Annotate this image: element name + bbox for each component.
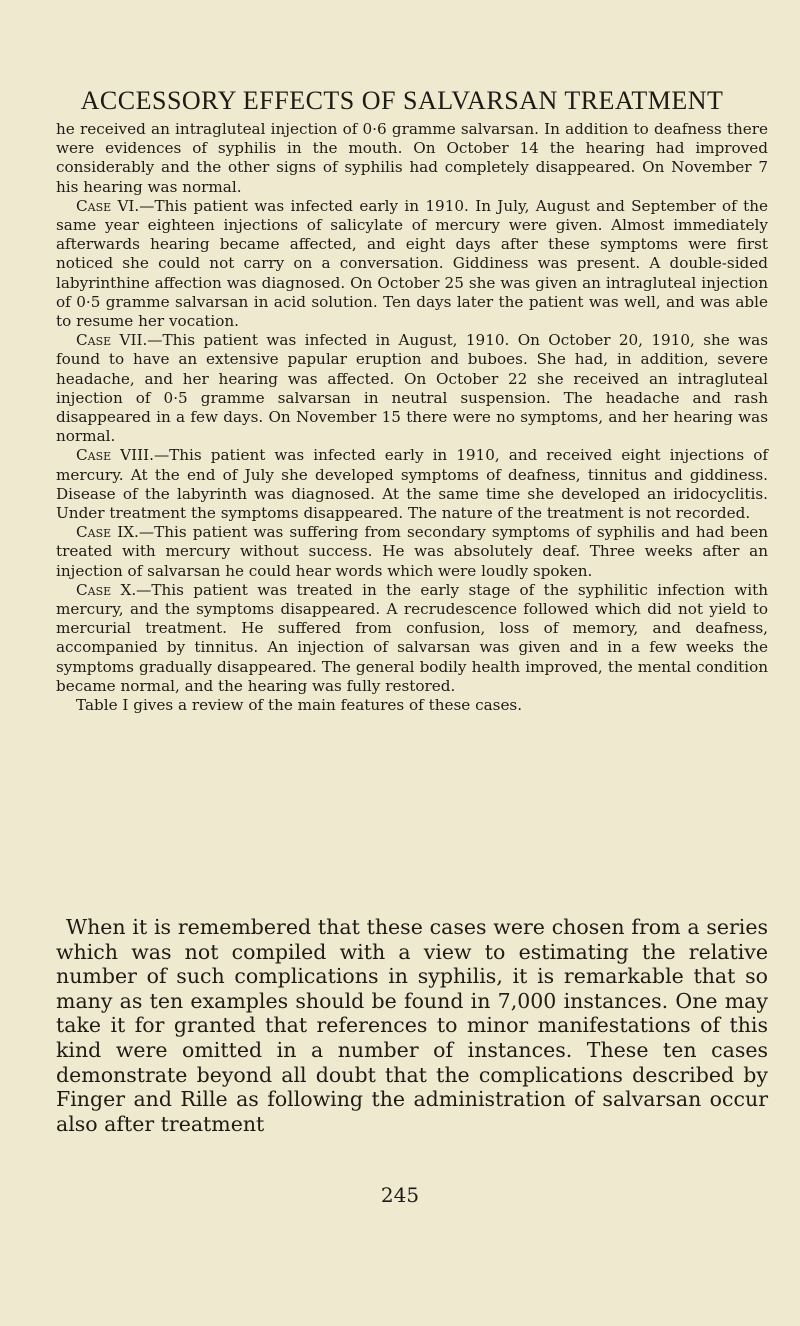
case-10-text: —This patient was treated in the early stage of the syphilitic infection with mercury, and the symptoms disappeared. A recrudescence followed which did not yield to mercurial treatment. He suffered from confusion, loss of memory, and deafness, accompanied by tinnitus. An injection of salvarsan was given and in a few weeks the symptoms gradually disappeared. The general bodily health improved, the mental condition became normal, and the hearing was fully restored. <box>56 580 768 695</box>
paragraph-continuation: he received an intragluteal injection of 0·6 gramme salvarsan. In addition to deafness there were evidences of syphilis in the mouth. On October 14 the hearing had improved considerably and the other signs of syphilis had completely disappeared. On November 7 his hearing was normal. <box>56 120 768 196</box>
case-10-label: Case X. <box>76 580 137 599</box>
paragraph-case-7 <box>56 331 768 446</box>
case-8-text: —This patient was infected early in 1910, and received eight injections of mercury. At the end of July she developed symptoms of deafness, tinnitus and giddiness. Disease of the labyrinth was diagnosed. At the same time she developed an iridocyclitis. Under treatment the symptoms disappeared. The nature of the treatment is not recorded. <box>56 446 768 523</box>
case-7-text: —This patient was infected in August, 1910. On October 20, 1910, she was found to have an extensive papular eruption and buboes. She had, in addition, severe headache, and her hearing was affected. On October 22 she received an intragluteal injection of 0·5 gramme salvarsan in neutral suspension. The headache and rash disappeared in a few days. On November 15 there were no symptoms, and her hearing was normal. <box>56 331 768 446</box>
paragraph-case-8 <box>56 446 768 523</box>
summary-block <box>56 915 768 1136</box>
paragraph-table-note: Table I gives a review of the main features of these cases. <box>76 696 523 715</box>
case-9-label: Case IX. <box>76 523 139 542</box>
page-number: 245 <box>380 1183 420 1207</box>
running-title: ACCESSORY EFFECTS OF SALVARSAN TREATMENT <box>80 86 724 115</box>
case-8-label: Case VIII. <box>76 446 154 465</box>
case-6-label: Case VI. <box>76 196 140 215</box>
case-6-text: —This patient was infected early in 1910. In July, August and September of the same year eighteen injections of salicylate of mercury were given. Almost immediately afterwards hearing became affected, and eight days after these symptoms were first noticed she could not carry on a conversation. Giddiness was present. A double-sided labyrinthine affection was diagnosed. On October 25 she was given an intragluteal injection of 0·5 gramme salvarsan in acid solution. Ten days later the patient was well, and was able to resume her vocation. <box>56 196 768 331</box>
paragraph-case-6 <box>56 197 768 331</box>
case-9-text: —This patient was suffering from secondary symptoms of syphilis and had been treated with mercury without success. He was absolutely deaf. Three weeks after an injection of salvarsan he could hear words which were loudly spoken. <box>56 523 768 580</box>
case-reports-block <box>56 120 768 715</box>
paragraph-summary: When it is remembered that these cases were chosen from a series which was not compiled with a view to estimating the relative number of such complications in syphilis, it is remarkable that so many as ten examples should be found in 7,000 instances. One may take it for granted that references to minor manifestations of this kind were omitted in a number of instances. These ten cases demonstrate beyond all doubt that the complications described by Finger and Rille as following the administration of salvarsan occur also after treatment <box>56 915 768 1136</box>
case-7-label: Case VII. <box>76 331 148 350</box>
paragraph-case-9 <box>56 523 768 581</box>
paragraph-case-10 <box>56 581 768 696</box>
